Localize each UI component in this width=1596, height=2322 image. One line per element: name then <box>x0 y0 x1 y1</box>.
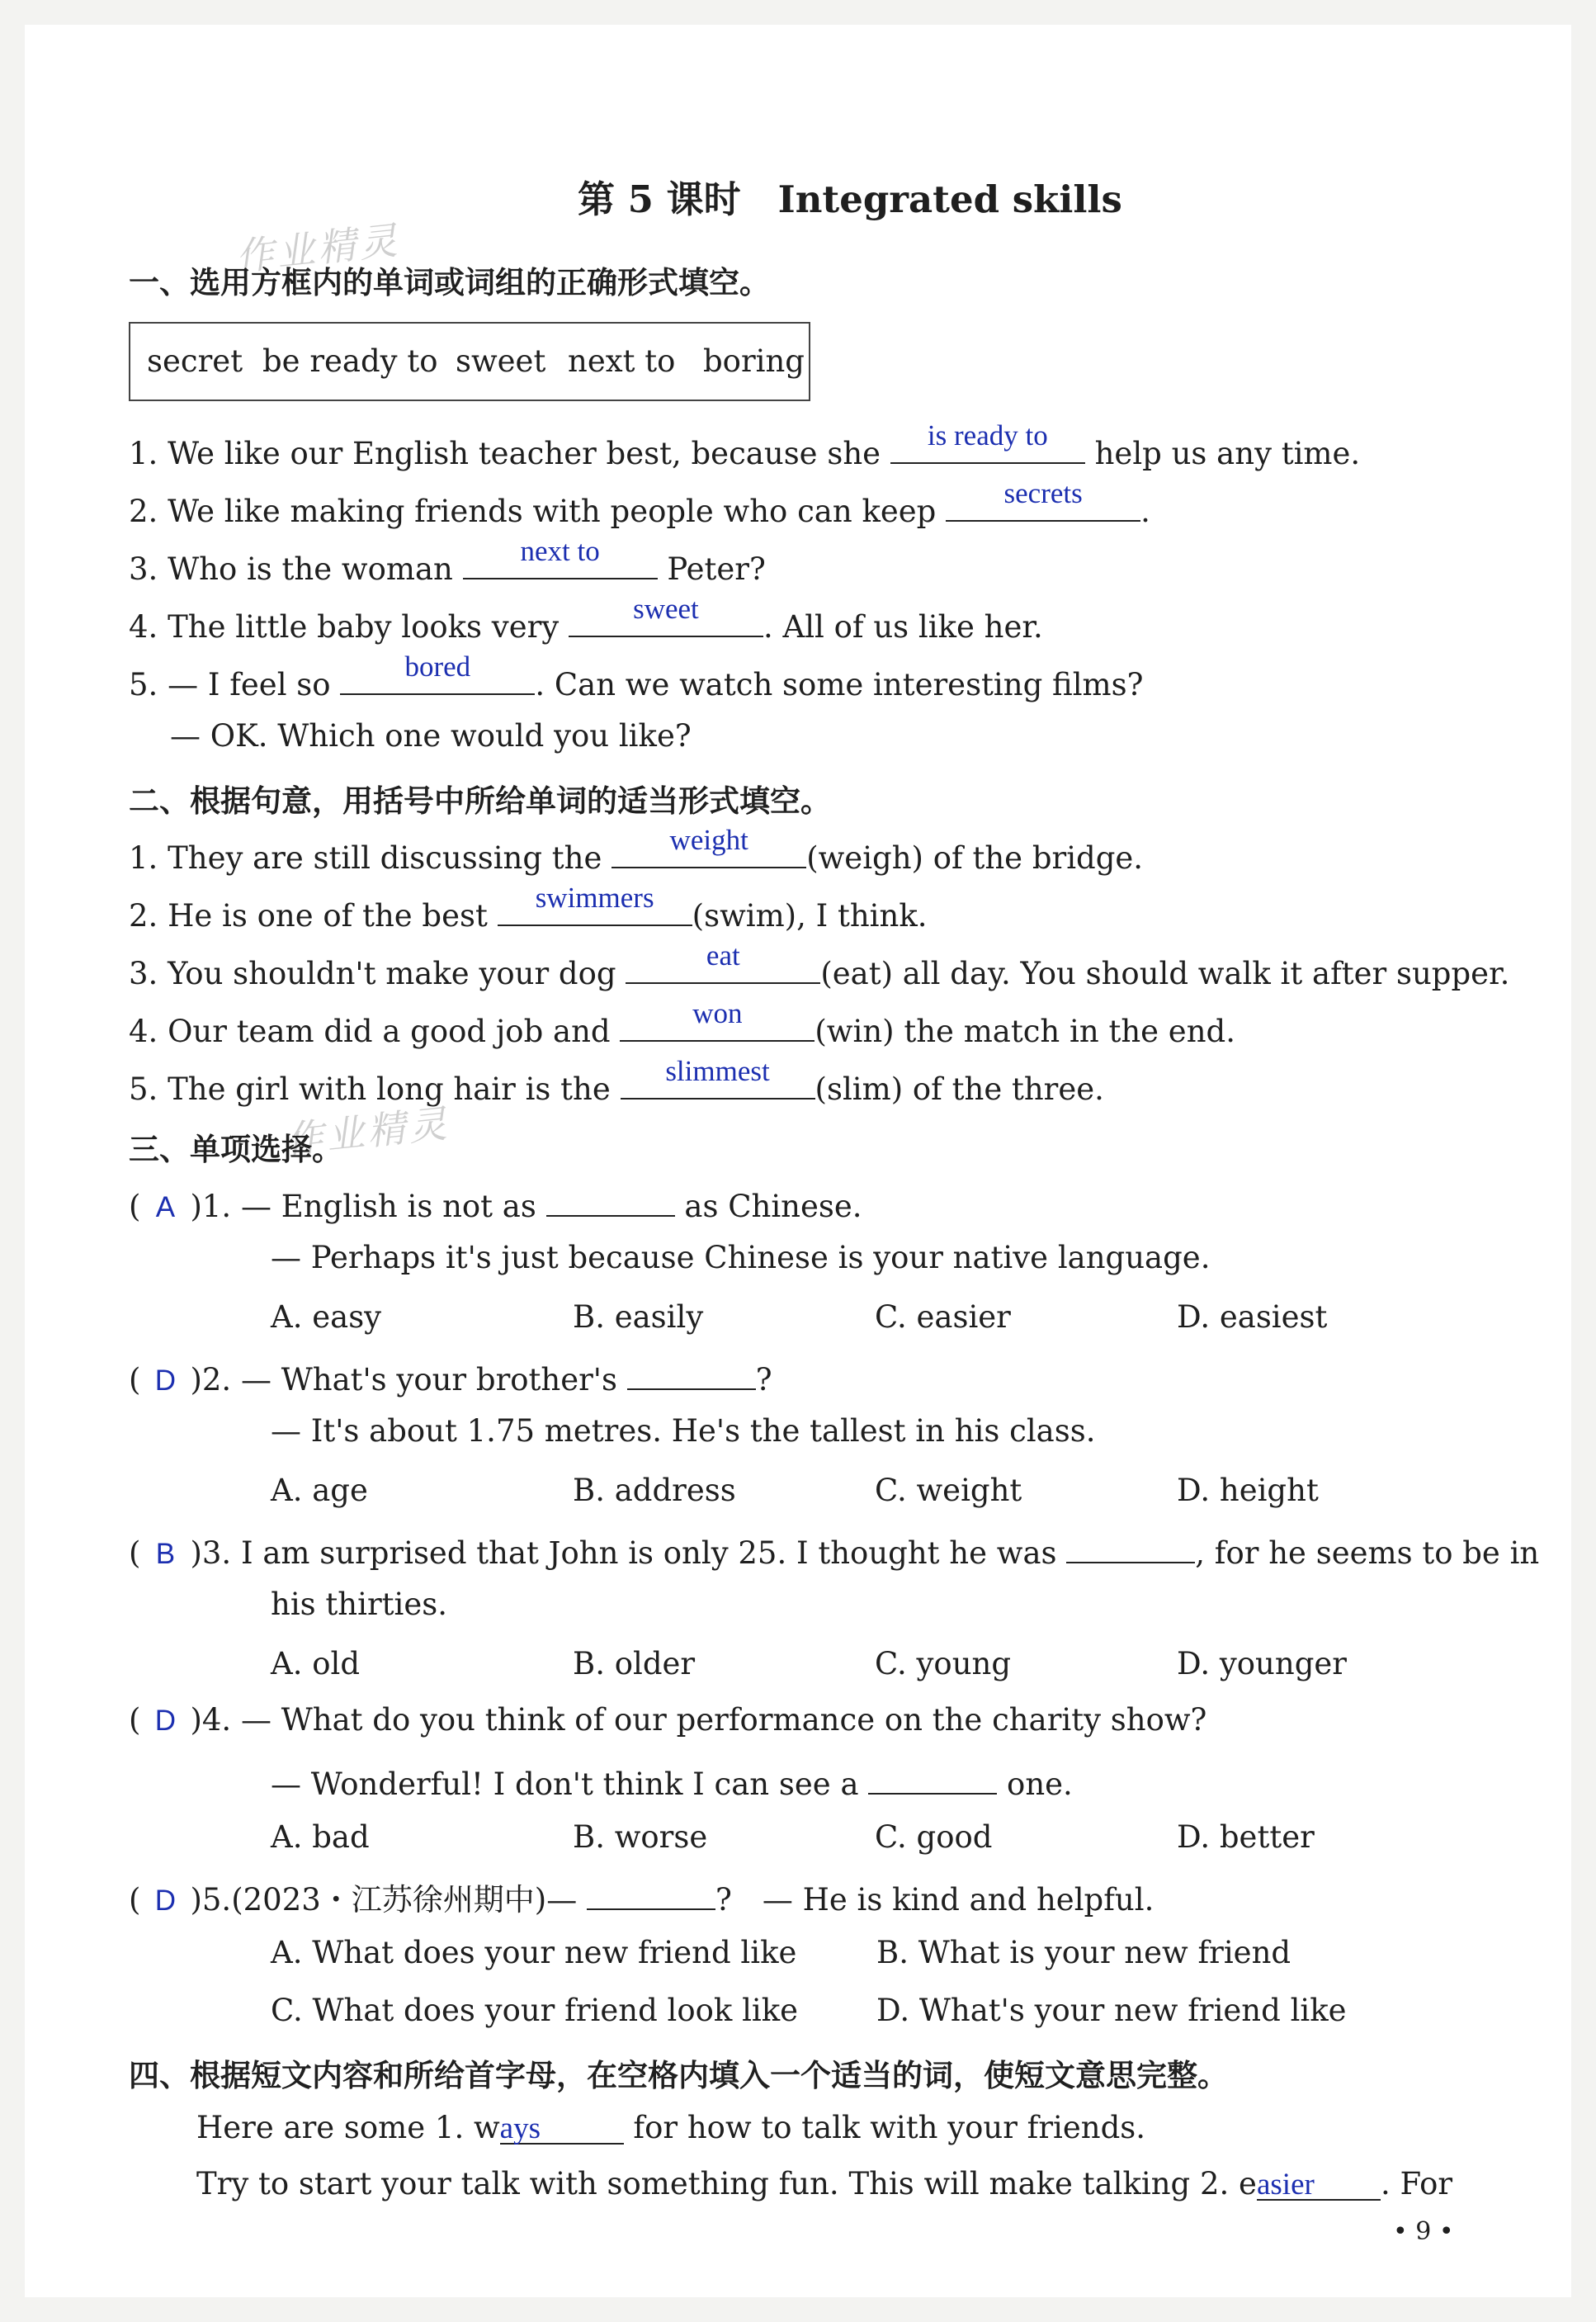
word-box-item: boring <box>703 343 805 379</box>
answer-blank[interactable] <box>890 419 1085 464</box>
item-text: Who is the woman <box>168 551 453 587</box>
answer-text: won <box>692 997 743 1029</box>
item-text: one. <box>1007 1766 1073 1802</box>
mc-question-5 <box>129 1875 1154 1919</box>
s1-item-5-line2: — OK. Which one would you like? <box>170 718 692 754</box>
choice-answer: D <box>154 1705 177 1737</box>
mc-question-3-line2: his thirties. <box>271 1587 447 1622</box>
passage-text: Try to start your talk with something fun. This will make talking 2. e <box>196 2166 1257 2201</box>
item-text: , for he seems to be in <box>1195 1535 1540 1571</box>
option[interactable]: B. easily <box>573 1299 704 1335</box>
option[interactable]: C. young <box>875 1646 1012 1681</box>
left-paren: ( <box>129 1702 141 1738</box>
left-paren: ( <box>129 1189 141 1224</box>
answer-blank[interactable] <box>569 593 763 637</box>
item-text: help us any time. <box>1094 436 1361 471</box>
answer-blank[interactable] <box>620 997 815 1042</box>
word-box-item: secret <box>147 343 243 379</box>
option[interactable]: B. address <box>573 1473 736 1508</box>
watermark: 作业精灵 <box>283 1100 452 1163</box>
item-text: ? — He is kind and helpful. <box>715 1882 1155 1918</box>
section-4-heading: 四、根据短文内容和所给首字母，在空格内填入一个适当的词，使短文意思完整。 <box>129 2058 1228 2093</box>
s1-item-4 <box>129 593 1043 646</box>
item-text: — English is not as <box>240 1189 536 1224</box>
passage-text: Here are some 1. w <box>196 2110 500 2145</box>
page-title: 第 5 课时 Integrated skills <box>578 177 1122 221</box>
s1-item-1 <box>129 419 1361 472</box>
item-number: 1. <box>129 436 158 471</box>
item-text: We like our English teacher best, because she <box>168 436 881 471</box>
section-2-heading: 二、根据句意，用括号中所给单词的适当形式填空。 <box>129 783 831 819</box>
item-text: ? <box>755 1362 772 1397</box>
item-number: 3. <box>129 956 158 991</box>
answer-text: weight <box>669 824 748 856</box>
option[interactable]: A. age <box>271 1473 368 1508</box>
s2-item-3 <box>129 939 1510 992</box>
item-number: 2. <box>129 494 158 529</box>
option[interactable]: A. easy <box>271 1299 382 1335</box>
choice-answer: B <box>155 1538 176 1570</box>
s1-item-2 <box>129 477 1150 530</box>
item-number: 5. <box>129 1071 158 1107</box>
item-text: — What do you think of our performance on the charity show? <box>240 1702 1207 1738</box>
choice-answer: D <box>154 1885 177 1917</box>
s2-item-4 <box>129 997 1235 1050</box>
answer-blank[interactable] <box>587 1875 715 1910</box>
s2-item-2 <box>129 882 928 934</box>
s1-item-3 <box>129 535 766 588</box>
item-text: (swim), I think. <box>692 898 928 934</box>
answer-blank[interactable] <box>868 1760 997 1795</box>
item-text: Our team did a good job and <box>168 1014 611 1049</box>
item-text: . Can we watch some interesting films? <box>535 667 1144 702</box>
answer-blank[interactable] <box>500 2110 624 2145</box>
left-paren: ( <box>129 1882 141 1918</box>
option[interactable]: D. easiest <box>1177 1299 1328 1335</box>
answer-text: ays <box>499 2112 541 2145</box>
option[interactable]: B. worse <box>573 1819 708 1855</box>
choice-answer: D <box>154 1364 177 1397</box>
item-text: I am surprised that John is only 25. I thought he was <box>240 1535 1057 1571</box>
watermark: 作业精灵 <box>234 217 403 280</box>
option[interactable]: A. old <box>271 1646 361 1681</box>
answer-blank[interactable] <box>611 824 806 868</box>
item-number: )3. <box>190 1535 232 1571</box>
section-1-heading: 一、选用方框内的单词或词组的正确形式填空。 <box>129 265 770 300</box>
item-text: as Chinese. <box>684 1189 862 1224</box>
s1-item-5 <box>129 650 1144 703</box>
item-number: 4. <box>129 609 158 645</box>
word-box-item: be ready to <box>262 343 438 379</box>
option[interactable]: C. easier <box>875 1299 1011 1335</box>
option[interactable]: D. younger <box>1177 1646 1347 1681</box>
item-number: )1. <box>190 1189 232 1224</box>
word-box-item: next to <box>568 343 676 379</box>
item-number: )5. <box>190 1882 232 1918</box>
answer-text: is ready to <box>927 419 1048 452</box>
option[interactable]: C. What does your friend look like <box>271 1993 799 2028</box>
passage-line-1 <box>196 2110 1145 2146</box>
s2-item-5 <box>129 1055 1104 1108</box>
item-text: (2023・江苏徐州期中)— <box>231 1882 578 1918</box>
option[interactable]: B. older <box>573 1646 696 1681</box>
choice-answer: A <box>155 1191 176 1223</box>
answer-blank[interactable] <box>1066 1529 1195 1563</box>
left-paren: ( <box>129 1362 141 1397</box>
option[interactable]: C. good <box>875 1819 993 1855</box>
answer-blank[interactable] <box>621 1055 815 1100</box>
mc-question-4 <box>129 1702 1206 1739</box>
mc-question-1-line2: — Perhaps it's just because Chinese is your native language. <box>271 1240 1211 1275</box>
item-text: Peter? <box>667 551 766 587</box>
item-text: They are still discussing the <box>168 840 602 876</box>
answer-blank[interactable] <box>1257 2166 1381 2201</box>
item-text: The little baby looks very <box>168 609 560 645</box>
mc-question-2 <box>129 1355 772 1399</box>
item-number: 4. <box>129 1014 158 1049</box>
answer-text: sweet <box>633 593 699 625</box>
item-text: — Wonderful! I don't think I can see a <box>271 1766 859 1802</box>
mc-question-4-line2 <box>271 1760 1073 1803</box>
answer-text: slimmest <box>665 1055 770 1087</box>
left-paren: ( <box>129 1535 141 1571</box>
s2-item-1 <box>129 824 1144 877</box>
item-text: (weigh) of the bridge. <box>806 840 1144 876</box>
item-text: The girl with long hair is the <box>168 1071 611 1107</box>
answer-text: eat <box>706 939 740 972</box>
option[interactable]: D. better <box>1177 1819 1315 1855</box>
item-number: 3. <box>129 551 158 587</box>
item-text: He is one of the best <box>168 898 488 934</box>
item-text: — I feel so <box>168 667 331 702</box>
item-number: )4. <box>190 1702 232 1738</box>
answer-blank[interactable] <box>626 939 820 984</box>
option[interactable]: D. height <box>1177 1473 1319 1508</box>
answer-blank[interactable] <box>498 882 692 926</box>
item-text: . <box>1140 494 1150 529</box>
item-text: — What's your brother's <box>240 1362 617 1397</box>
passage-text: for how to talk with your friends. <box>633 2110 1146 2145</box>
answer-text: bored <box>404 650 471 683</box>
item-number: 2. <box>129 898 158 934</box>
item-text: We like making friends with people who can keep <box>168 494 937 529</box>
passage-text: . For <box>1380 2166 1453 2201</box>
section-3-heading: 三、单项选择。 <box>129 1132 342 1167</box>
option[interactable]: A. What does your new friend like <box>271 1935 797 1970</box>
mc-question-3 <box>129 1529 1539 1572</box>
mc-question-2-line2: — It's about 1.75 metres. He's the tallest in his class. <box>271 1413 1096 1449</box>
option[interactable]: D. What's your new friend like <box>876 1993 1347 2028</box>
item-text: (slim) of the three. <box>815 1071 1104 1107</box>
item-number: 1. <box>129 840 158 876</box>
answer-text: asier <box>1256 2168 1315 2201</box>
mc-question-1 <box>129 1182 862 1226</box>
answer-blank[interactable] <box>546 1182 675 1217</box>
option[interactable]: C. weight <box>875 1473 1022 1508</box>
answer-text: next to <box>520 535 600 567</box>
page-number: • 9 • <box>1393 2217 1454 2246</box>
answer-text: swimmers <box>535 882 654 914</box>
word-box-item: sweet <box>456 343 546 379</box>
item-text: (eat) all day. You should walk it after supper. <box>820 956 1510 991</box>
item-text: You shouldn't make your dog <box>168 956 616 991</box>
passage-line-2 <box>196 2166 1452 2202</box>
answer-blank[interactable] <box>946 477 1140 522</box>
answer-blank[interactable] <box>340 650 535 695</box>
option[interactable]: A. bad <box>271 1819 370 1855</box>
item-number: 5. <box>129 667 158 702</box>
item-text: . All of us like her. <box>763 609 1043 645</box>
word-box <box>129 322 810 401</box>
item-number: )2. <box>190 1362 232 1397</box>
option[interactable]: B. What is your new friend <box>876 1935 1291 1970</box>
item-text: (win) the match in the end. <box>815 1014 1235 1049</box>
answer-blank[interactable] <box>463 535 658 579</box>
answer-blank[interactable] <box>627 1355 756 1390</box>
answer-text: secrets <box>1003 477 1083 509</box>
